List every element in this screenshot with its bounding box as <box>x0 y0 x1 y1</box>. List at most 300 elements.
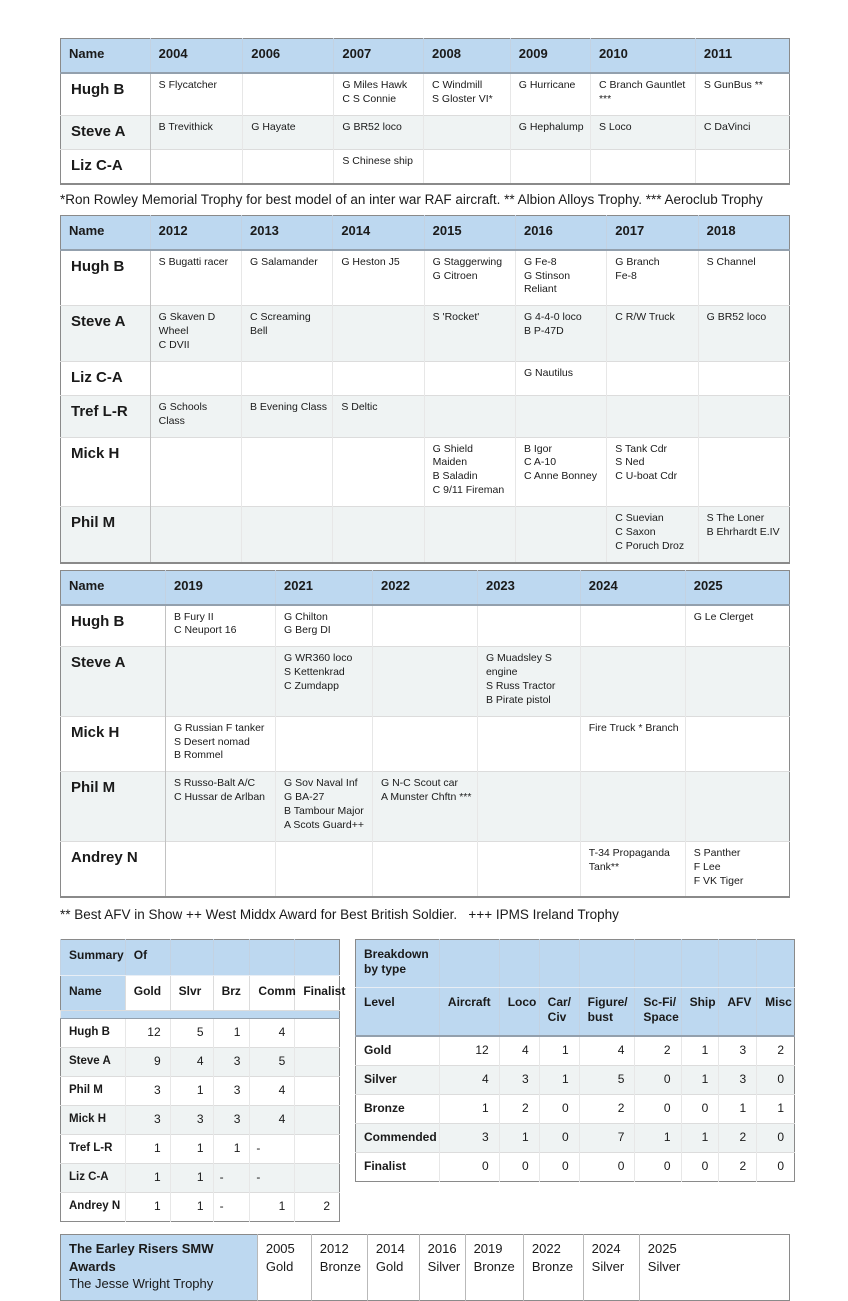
summary-value-cell: 1 <box>213 1019 250 1048</box>
summary-row <box>61 1135 340 1164</box>
result-line: S Russo-Balt A/C <box>173 777 256 790</box>
summary-column-header: Gold <box>125 976 170 1011</box>
summary-column-header: Brz <box>213 976 250 1011</box>
breakdown-value-cell: 0 <box>439 1153 499 1182</box>
result-line: G Stinson Reliant <box>523 269 571 296</box>
result-cell <box>607 250 698 306</box>
summary-value-cell: 1 <box>213 1135 250 1164</box>
breakdown-value-cell: 1 <box>439 1095 499 1124</box>
result-cell <box>373 841 478 897</box>
result-line: S Kettenkrad <box>284 666 345 679</box>
results-table-2019-2025-container <box>60 570 790 899</box>
result-cell <box>607 361 698 395</box>
breakdown-value-cell: 0 <box>681 1095 719 1124</box>
breakdown-value-cell: 12 <box>439 1036 499 1066</box>
result-line: S Deltic <box>341 400 378 413</box>
summary-row <box>61 1077 340 1106</box>
table-row <box>61 772 790 841</box>
summary-entrant-name: Steve A <box>61 1048 126 1077</box>
result-cell <box>243 149 334 184</box>
breakdown-value-cell: 2 <box>499 1095 539 1124</box>
result-line: Fire Truck * Branch <box>588 721 679 734</box>
result-line: C Windmill <box>432 79 483 91</box>
summary-value-cell: 1 <box>125 1164 170 1193</box>
header-row <box>61 570 790 605</box>
header-line: Aircraft <box>447 995 491 1010</box>
result-line: S GunBus ** <box>703 79 763 91</box>
result-cell <box>424 361 515 395</box>
results-table-2004-2011-container <box>60 38 790 185</box>
award-cell <box>465 1235 523 1301</box>
result-cell <box>695 149 789 184</box>
summary-title-cell <box>295 940 340 976</box>
trophy-note-2: ** Best AFV in Show ++ West Middx Award for Best British Soldier. +++ IPMS Ireland Trophy <box>60 907 619 923</box>
entrant-name: Hugh B <box>61 605 166 647</box>
year-column-header: 2022 <box>373 570 478 605</box>
result-cell <box>580 772 685 841</box>
result-line: S Panther <box>693 846 741 859</box>
result-cell <box>165 647 275 716</box>
result-cell <box>477 772 580 841</box>
year-column-header: 2019 <box>165 570 275 605</box>
summary-column-header: Finalist <box>295 976 340 1011</box>
breakdown-value-cell: 1 <box>719 1095 757 1124</box>
award-year: 2012 <box>319 1241 349 1257</box>
result-cell <box>580 841 685 897</box>
result-line: S Chinese ship <box>342 154 413 167</box>
award-medal: Gold <box>375 1258 404 1274</box>
result-cell <box>373 772 478 841</box>
breakdown-value-cell: 0 <box>539 1124 579 1153</box>
breakdown-value-cell: 0 <box>579 1153 635 1182</box>
result-cell <box>150 73 243 115</box>
result-cell <box>685 647 789 716</box>
result-line: G BA-27 <box>284 791 325 804</box>
result-line: B Ehrhardt E.IV <box>706 525 780 538</box>
award-cell <box>311 1235 367 1301</box>
result-cell <box>333 361 424 395</box>
breakdown-value-cell: 1 <box>681 1036 719 1066</box>
table-row <box>61 395 790 437</box>
result-line: C Screaming Bell <box>249 311 311 338</box>
summary-title-cell: Summary <box>61 940 126 976</box>
summary-title-row <box>61 940 340 976</box>
result-cell <box>580 605 685 647</box>
year-column-header: 2023 <box>477 570 580 605</box>
result-line: G BR52 loco <box>342 120 402 133</box>
result-cell <box>685 605 789 647</box>
summary-row <box>61 1106 340 1135</box>
summary-value-cell: 9 <box>125 1048 170 1077</box>
awards-subtitle: The Jesse Wright Trophy <box>69 1276 214 1292</box>
result-cell <box>590 115 695 149</box>
result-line: A Scots Guard++ <box>284 818 365 831</box>
breakdown-row <box>356 1066 795 1095</box>
year-column-header: 2013 <box>241 215 332 250</box>
breakdown-value-cell: 2 <box>757 1036 795 1066</box>
breakdown-value-cell: 4 <box>499 1036 539 1066</box>
entrant-name: Steve A <box>61 647 166 716</box>
table-row <box>61 507 790 563</box>
result-line: C Poruch Droz <box>615 539 685 552</box>
breakdown-value-cell: 2 <box>719 1124 757 1153</box>
table-row <box>61 149 790 184</box>
result-cell <box>150 250 241 306</box>
entrant-name: Mick H <box>61 716 166 772</box>
result-line: S Flycatcher <box>158 79 218 91</box>
result-cell <box>424 149 511 184</box>
result-line: S Loco <box>598 120 632 133</box>
result-cell <box>276 716 373 772</box>
result-cell <box>424 507 515 563</box>
breakdown-title-cell <box>356 940 440 988</box>
result-cell <box>276 605 373 647</box>
result-line: G Shield Maiden <box>432 442 473 469</box>
summary-value-cell: - <box>213 1193 250 1222</box>
result-cell <box>243 73 334 115</box>
result-cell <box>150 149 243 184</box>
result-cell <box>515 395 606 437</box>
award-cell <box>367 1235 419 1301</box>
result-line: C Zumdapp <box>284 680 339 693</box>
table-row <box>61 73 790 115</box>
award-medal: Silver <box>647 1258 681 1274</box>
entrant-name: Liz C-A <box>61 361 151 395</box>
award-medal: Gold <box>265 1258 294 1274</box>
year-column-header: 2016 <box>515 215 606 250</box>
result-line: C 9/11 Fireman <box>432 484 505 497</box>
summary-column-header: Name <box>61 976 126 1011</box>
result-cell <box>695 73 789 115</box>
breakdown-title-blank <box>719 940 757 988</box>
summary-value-cell: 5 <box>170 1019 213 1048</box>
breakdown-value-cell: 0 <box>499 1153 539 1182</box>
summary-value-cell: 4 <box>250 1106 295 1135</box>
year-column-header: 2024 <box>580 570 685 605</box>
summary-table-container <box>60 939 346 1222</box>
summary-value-cell <box>295 1019 340 1048</box>
summary-entrant-name: Liz C-A <box>61 1164 126 1193</box>
summary-value-cell: 1 <box>250 1193 295 1222</box>
breakdown-value-cell: 1 <box>681 1066 719 1095</box>
result-cell <box>333 507 424 563</box>
year-column-header: 2009 <box>510 39 590 74</box>
breakdown-column-header <box>539 988 579 1037</box>
result-line: G Fe-8 <box>523 255 557 268</box>
breakdown-title-blank <box>499 940 539 988</box>
breakdown-value-cell: 7 <box>579 1124 635 1153</box>
breakdown-column-header <box>499 988 539 1037</box>
result-cell <box>515 437 606 506</box>
header-row <box>61 39 790 74</box>
result-cell <box>685 716 789 772</box>
header-line: Car/ <box>547 995 571 1010</box>
summary-row <box>61 1193 340 1222</box>
result-line: B Igor <box>523 442 552 455</box>
result-cell <box>698 507 789 563</box>
award-cell <box>257 1235 311 1301</box>
result-line: B Pirate pistol <box>485 693 551 706</box>
summary-row <box>61 1048 340 1077</box>
result-cell <box>698 306 789 362</box>
result-line: T-34 Propaganda Tank** <box>588 846 670 873</box>
result-line: S Desert nomad <box>173 735 250 748</box>
result-cell <box>150 395 241 437</box>
result-cell <box>373 605 478 647</box>
breakdown-value-cell: 0 <box>757 1066 795 1095</box>
breakdown-value-cell: 0 <box>757 1124 795 1153</box>
name-column-header: Name <box>61 39 151 74</box>
result-line: S The Loner <box>706 512 765 525</box>
breakdown-value-cell: 0 <box>681 1153 719 1182</box>
breakdown-value-cell: 0 <box>635 1153 681 1182</box>
result-line: G Sov Naval Inf <box>284 777 358 790</box>
breakdown-title-blank <box>681 940 719 988</box>
result-cell <box>241 507 332 563</box>
result-line: G Skaven D <box>158 311 216 324</box>
result-cell <box>334 115 424 149</box>
result-line: G Nautilus <box>523 366 573 379</box>
result-cell <box>607 395 698 437</box>
result-cell <box>607 306 698 362</box>
result-cell <box>276 647 373 716</box>
result-cell <box>698 361 789 395</box>
award-year: 2016 <box>427 1241 457 1257</box>
result-line: G Schools Class <box>158 400 208 427</box>
header-line: Ship <box>689 995 716 1010</box>
summary-title-cell <box>213 940 250 976</box>
result-cell <box>607 437 698 506</box>
result-cell <box>510 73 590 115</box>
table-row <box>61 115 790 149</box>
name-column-header: Name <box>61 570 166 605</box>
result-cell <box>150 361 241 395</box>
summary-value-cell: 5 <box>250 1048 295 1077</box>
award-medal: Silver <box>591 1258 625 1274</box>
summary-of-table <box>60 939 346 1222</box>
results-table-2019-2025 <box>60 570 790 899</box>
summary-value-cell: 1 <box>170 1077 213 1106</box>
result-line: G Staggerwing <box>432 255 503 268</box>
breakdown-by-type-table <box>355 939 795 1182</box>
name-column-header: Name <box>61 215 151 250</box>
breakdown-value-cell: 2 <box>635 1036 681 1066</box>
result-cell <box>424 250 515 306</box>
result-line: B Evening Class <box>249 400 328 413</box>
breakdown-title-blank <box>635 940 681 988</box>
result-cell <box>685 841 789 897</box>
header-line: Loco <box>507 995 537 1010</box>
entrant-name: Phil M <box>61 772 166 841</box>
breakdown-level-label: Finalist <box>356 1153 440 1182</box>
breakdown-title-line: Breakdown <box>364 947 429 962</box>
summary-value-cell: - <box>213 1164 250 1193</box>
result-cell <box>243 115 334 149</box>
result-line: G Berg DI <box>284 624 331 637</box>
result-cell <box>695 115 789 149</box>
summary-row <box>61 1164 340 1193</box>
table-body <box>61 73 790 184</box>
result-cell <box>241 361 332 395</box>
breakdown-value-cell: 4 <box>579 1036 635 1066</box>
result-cell <box>276 772 373 841</box>
result-line: G Muadsley S engine <box>485 652 552 679</box>
table-body <box>61 605 790 898</box>
award-year: 2022 <box>531 1241 561 1257</box>
result-cell <box>515 306 606 362</box>
results-table-2004-2011 <box>60 38 790 185</box>
breakdown-row <box>356 1095 795 1124</box>
breakdown-value-cell: 3 <box>499 1066 539 1095</box>
result-cell <box>373 647 478 716</box>
result-cell <box>515 250 606 306</box>
breakdown-value-cell: 3 <box>439 1124 499 1153</box>
result-line: F VK Tiger <box>693 874 744 887</box>
year-column-header: 2008 <box>424 39 511 74</box>
summary-value-cell: 1 <box>125 1193 170 1222</box>
summary-row <box>61 1019 340 1048</box>
result-cell <box>424 437 515 506</box>
breakdown-title-line: by type <box>364 962 407 977</box>
result-cell <box>424 115 511 149</box>
result-cell <box>241 306 332 362</box>
result-cell <box>477 605 580 647</box>
result-line: C U-boat Cdr <box>615 470 678 483</box>
summary-value-cell: - <box>250 1164 295 1193</box>
summary-value-cell: 1 <box>125 1135 170 1164</box>
breakdown-column-header <box>757 988 795 1037</box>
result-cell <box>241 250 332 306</box>
breakdown-column-header <box>439 988 499 1037</box>
year-column-header: 2025 <box>685 570 789 605</box>
summary-value-cell: 3 <box>170 1106 213 1135</box>
results-table-2012-2018-container <box>60 215 790 564</box>
year-column-header: 2007 <box>334 39 424 74</box>
award-cell <box>523 1235 583 1301</box>
award-year: 2024 <box>591 1241 621 1257</box>
result-cell <box>150 437 241 506</box>
result-line: B Fury II <box>173 610 214 623</box>
breakdown-column-header <box>719 988 757 1037</box>
summary-value-cell: 3 <box>125 1106 170 1135</box>
result-cell <box>165 772 275 841</box>
year-column-header: 2004 <box>150 39 243 74</box>
award-medal: Silver <box>427 1258 461 1274</box>
result-line: C Neuport 16 <box>173 624 237 637</box>
summary-value-cell <box>295 1164 340 1193</box>
summary-value-cell: 4 <box>250 1077 295 1106</box>
result-line: S Channel <box>706 255 756 268</box>
breakdown-value-cell: 0 <box>757 1153 795 1182</box>
result-cell <box>698 437 789 506</box>
summary-entrant-name: Mick H <box>61 1106 126 1135</box>
breakdown-title-blank <box>579 940 635 988</box>
awards-row <box>61 1235 790 1301</box>
result-cell <box>477 647 580 716</box>
result-cell <box>333 306 424 362</box>
breakdown-value-cell: 1 <box>635 1124 681 1153</box>
breakdown-value-cell: 3 <box>719 1066 757 1095</box>
result-cell <box>373 716 478 772</box>
award-medal: Bronze <box>531 1258 574 1274</box>
breakdown-title-blank <box>439 940 499 988</box>
result-line: G 4-4-0 loco <box>523 311 582 324</box>
result-cell <box>698 250 789 306</box>
result-line: B Trevithick <box>158 120 213 133</box>
result-line: G Miles Hawk <box>342 79 408 91</box>
table-head <box>61 570 790 605</box>
summary-entrant-name: Hugh B <box>61 1019 126 1048</box>
header-spacer-cell <box>61 1011 340 1019</box>
table-head <box>61 39 790 74</box>
result-cell <box>276 841 373 897</box>
result-cell <box>477 716 580 772</box>
result-line: C R/W Truck <box>615 311 675 324</box>
result-cell <box>334 149 424 184</box>
result-cell <box>607 507 698 563</box>
trophy-note-1: *Ron Rowley Memorial Trophy for best model of an inter war RAF aircraft. ** Albion Alloys Trophy. *** Aeroclub Trophy <box>60 191 763 207</box>
summary-value-cell: 1 <box>170 1164 213 1193</box>
breakdown-column-header <box>635 988 681 1037</box>
breakdown-value-cell: 0 <box>539 1095 579 1124</box>
summary-value-cell: 3 <box>125 1077 170 1106</box>
result-line: C Saxon <box>615 525 656 538</box>
result-cell <box>150 507 241 563</box>
summary-value-cell: 3 <box>213 1048 250 1077</box>
award-cell <box>419 1235 465 1301</box>
entrant-name: Hugh B <box>61 250 151 306</box>
year-column-header: 2017 <box>607 215 698 250</box>
result-line: G BR52 loco <box>706 311 767 324</box>
summary-header-row <box>61 976 340 1011</box>
summary-section <box>60 939 790 1222</box>
breakdown-value-cell: 1 <box>539 1066 579 1095</box>
result-line: A Munster Chftn *** <box>381 791 472 804</box>
summary-value-cell <box>295 1106 340 1135</box>
header-line: Misc <box>765 995 792 1010</box>
summary-entrant-name: Phil M <box>61 1077 126 1106</box>
result-cell <box>477 841 580 897</box>
summary-title-cell <box>250 940 295 976</box>
summary-value-cell: 3 <box>213 1077 250 1106</box>
award-medal: Bronze <box>319 1258 361 1274</box>
result-cell <box>685 772 789 841</box>
year-column-header: 2012 <box>150 215 241 250</box>
year-column-header: 2006 <box>243 39 334 74</box>
breakdown-column-header <box>356 988 440 1037</box>
result-line: S Gloster VI* <box>432 92 493 105</box>
breakdown-header-row <box>356 988 795 1037</box>
year-column-header: 2015 <box>424 215 515 250</box>
result-line: C S Connie <box>342 92 397 105</box>
header-line: Space <box>643 1010 679 1025</box>
result-line: S Russ Tractor <box>485 680 556 693</box>
summary-value-cell <box>295 1048 340 1077</box>
header-line: AFV <box>727 995 752 1010</box>
result-line: C Anne Bonney <box>523 470 597 483</box>
breakdown-value-cell: 1 <box>539 1036 579 1066</box>
table-row <box>61 605 790 647</box>
result-line: C Branch Gauntlet *** <box>598 79 686 105</box>
year-column-header: 2021 <box>276 570 373 605</box>
breakdown-value-cell: 1 <box>681 1124 719 1153</box>
smw-awards-table <box>60 1234 790 1301</box>
result-cell <box>334 73 424 115</box>
summary-value-cell: 3 <box>213 1106 250 1135</box>
summary-value-cell: 12 <box>125 1019 170 1048</box>
table-row <box>61 716 790 772</box>
breakdown-row <box>356 1153 795 1182</box>
